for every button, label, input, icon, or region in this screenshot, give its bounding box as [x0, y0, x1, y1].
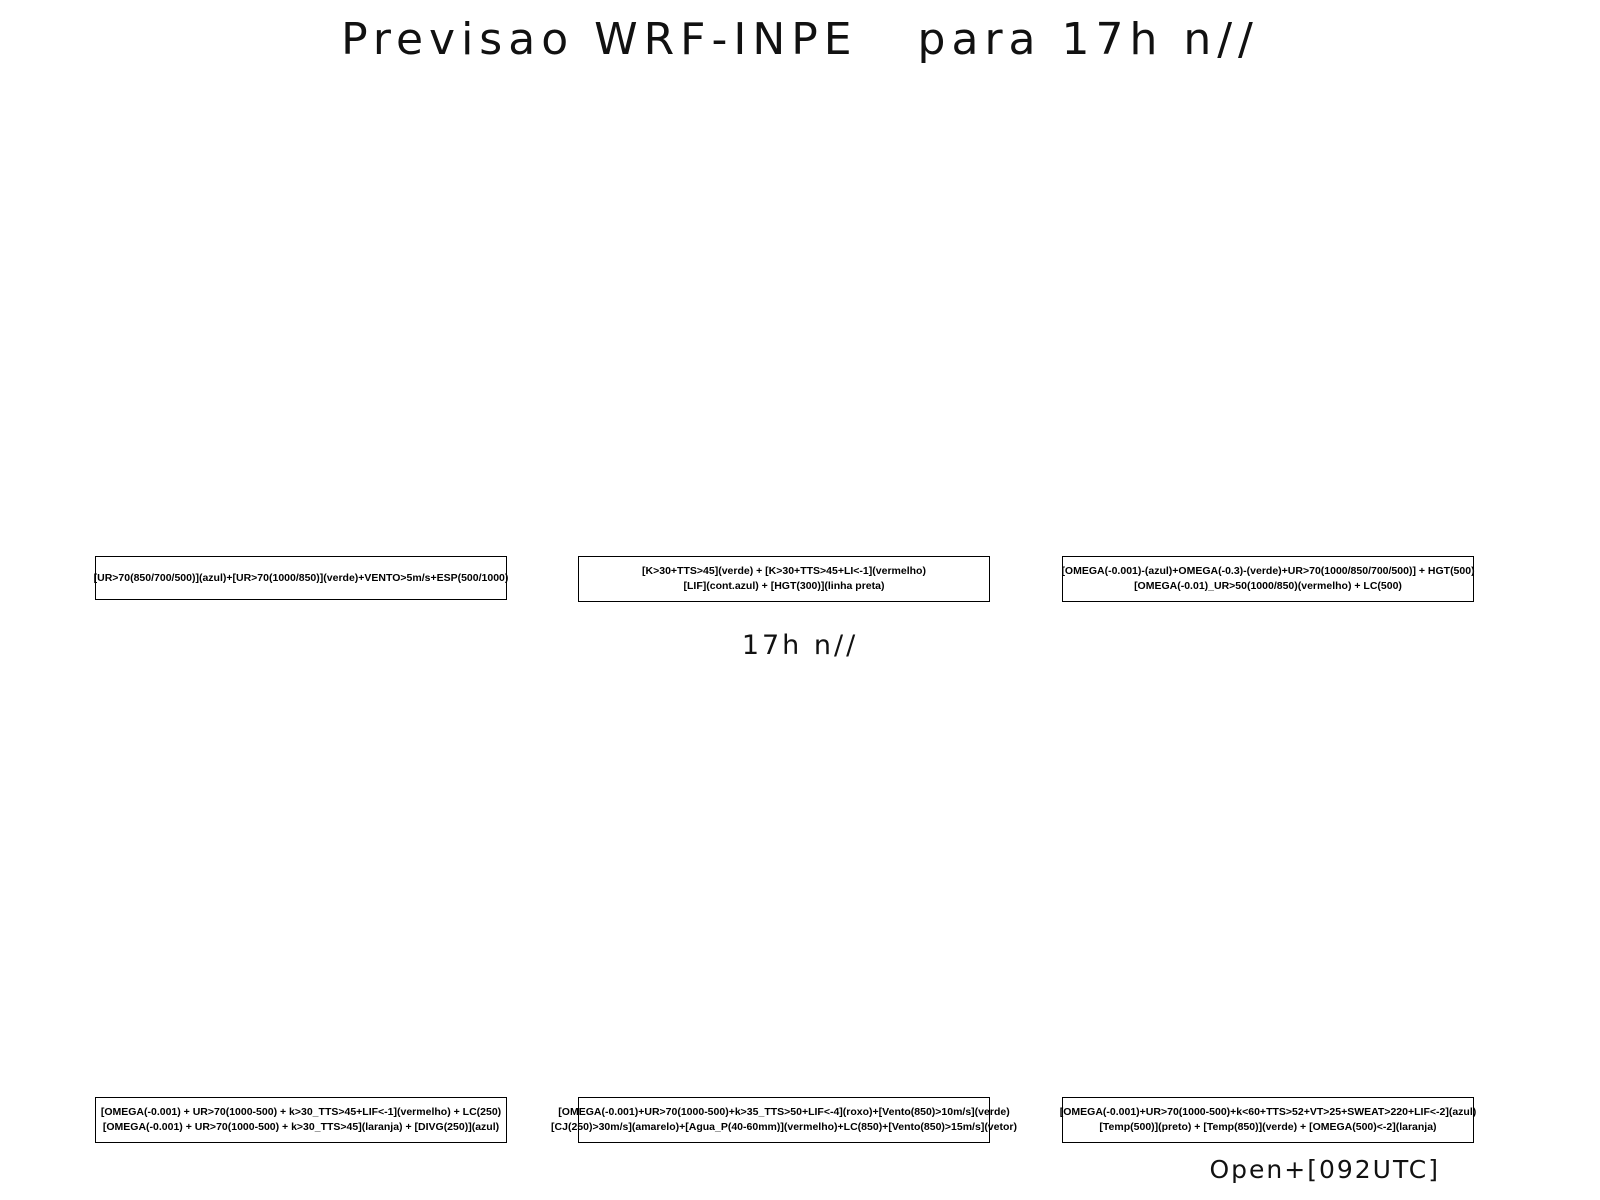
legend-line: [CJ(250)>30m/s](amarelo)+[Agua_P(40-60mm)](vermelho)+LC(850)+[Vento(850)>15m/s](vetor) — [551, 1121, 1017, 1133]
legend-box-top-middle — [578, 556, 990, 602]
legend-line: [OMEGA(-0.001) + UR>70(1000-500) + k>30_TTS>45+LIF<-1](vermelho) + LC(250) — [100, 1106, 502, 1118]
legend-line: [OMEGA(-0.001) + UR>70(1000-500) + k>30_TTS>45](laranja) + [DIVG(250)](azul) — [102, 1121, 500, 1133]
legend-box-top-right — [1062, 556, 1474, 602]
legend-line: [OMEGA(-0.001)-(azul)+OMEGA(-0.3)-(verde)+UR>70(1000/850/700/500)] + HGT(500) — [1061, 565, 1475, 577]
legend-line: [OMEGA(-0.001)+UR>70(1000-500)+k<60+TTS>52+VT>25+SWEAT>220+LIF<-2](azul) — [1059, 1106, 1477, 1118]
legend-box-bottom-right — [1059, 1097, 1477, 1143]
legend-box-bottom-middle — [551, 1097, 1017, 1143]
legend-box-top-left — [95, 556, 507, 600]
legend-box-bottom-left — [95, 1097, 507, 1143]
legend-line: [UR>70(850/700/500)](azul)+[UR>70(1000/850)](verde)+VENTO>5m/s+ESP(500/1000) — [93, 571, 509, 584]
legend-line: [Temp(500)](preto) + [Temp(850)](verde) + [OMEGA(500)<-2](laranja) — [1099, 1121, 1437, 1133]
legend-line: [LIF](cont.azul) + [HGT(300)](linha preta) — [683, 580, 885, 592]
mid-caption: 17h n// — [741, 630, 859, 661]
legend-line: [OMEGA(-0.01)_UR>50(1000/850)(vermelho) + LC(500) — [1134, 580, 1402, 592]
page-title: Previsao WRF-INPE para 17h n// — [341, 14, 1259, 65]
footer-note: Open+[092UTC] — [1209, 1155, 1440, 1184]
legend-line: [OMEGA(-0.001)+UR>70(1000-500)+k>35_TTS>50+LIF<-4](roxo)+[Vento(850)>10m/s](verde) — [558, 1106, 1010, 1118]
legend-line: [K>30+TTS>45](verde) + [K>30+TTS>45+LI<-1](vermelho) — [642, 565, 926, 577]
